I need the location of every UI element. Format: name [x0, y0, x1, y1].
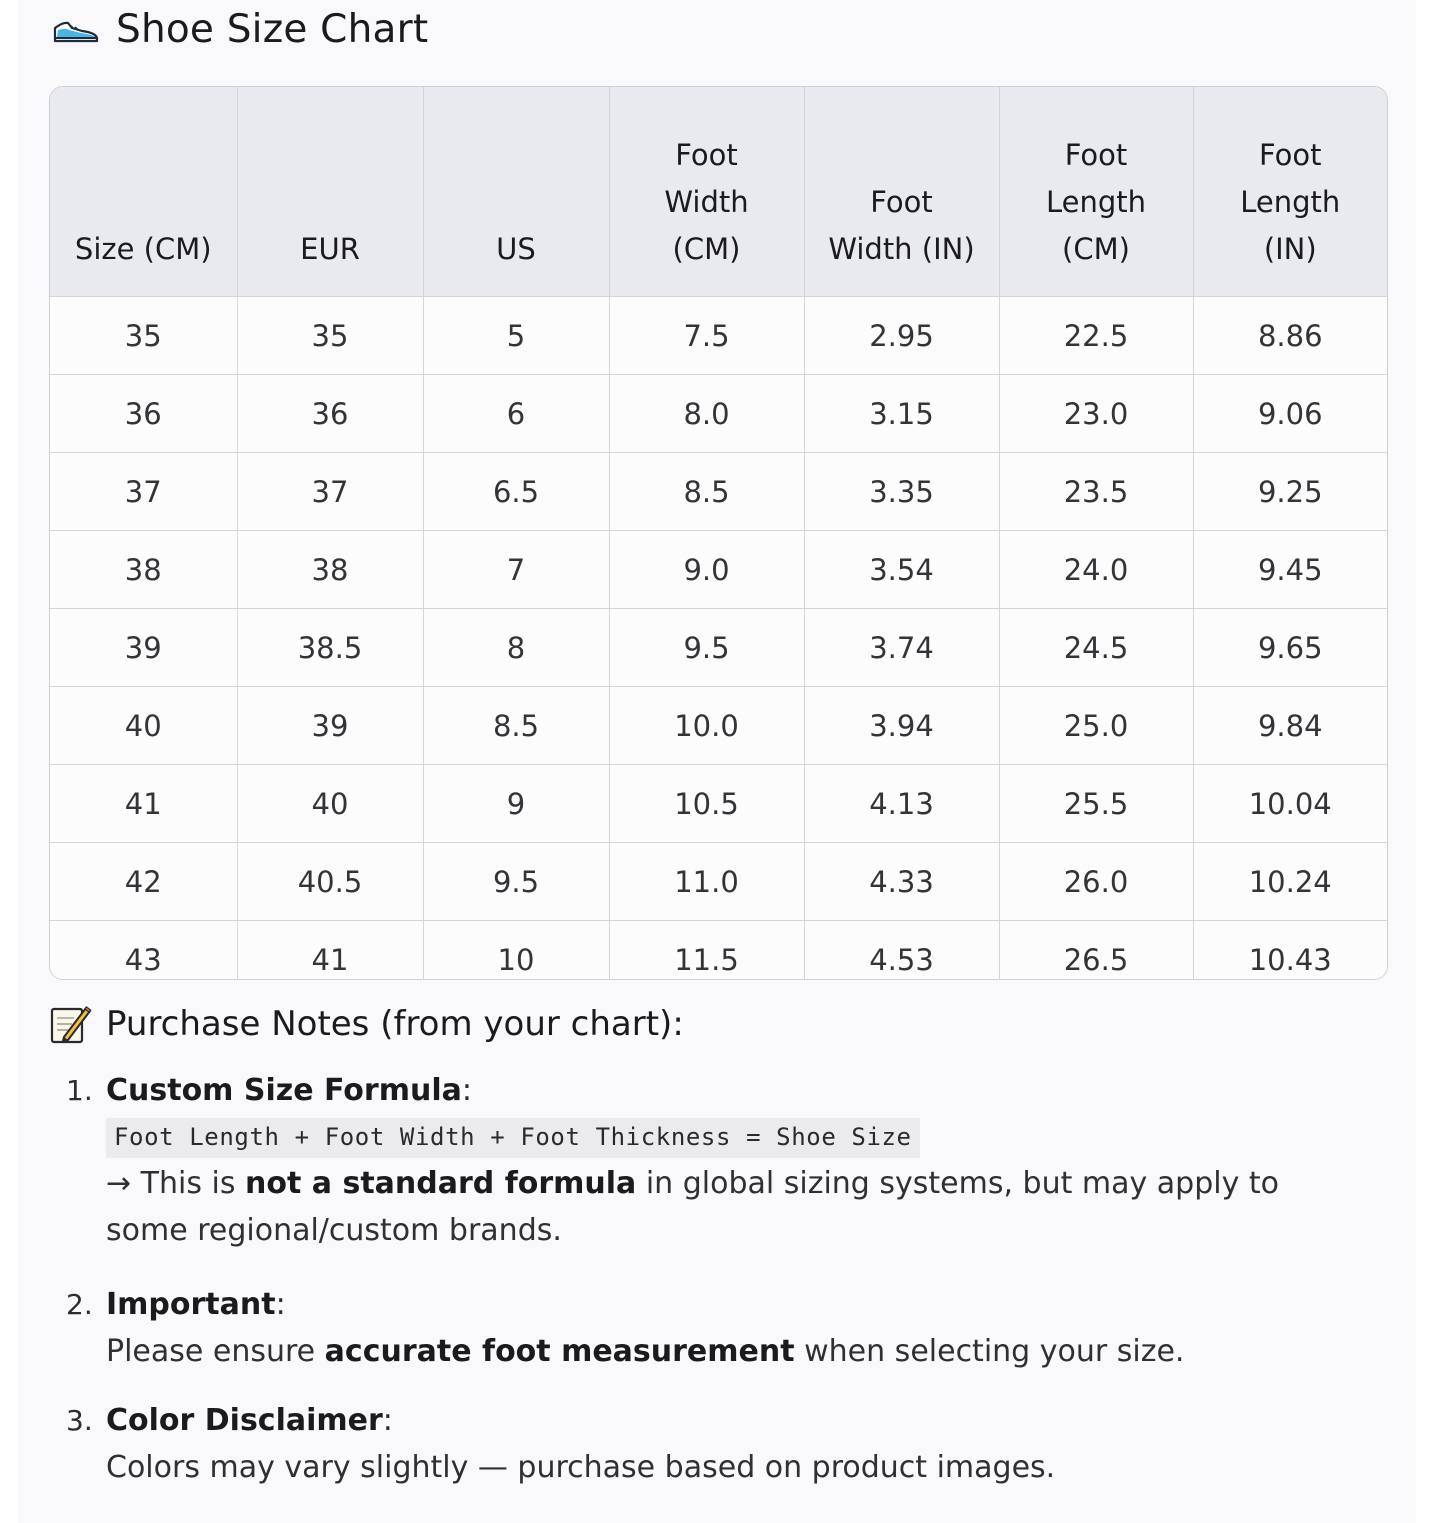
- table-cell: 6: [423, 375, 609, 453]
- table-cell: 8.5: [609, 453, 804, 531]
- table-cell: 10.0: [609, 687, 804, 765]
- header-foot-width-in: Foot Width (IN): [804, 87, 999, 297]
- table-cell: 3.35: [804, 453, 999, 531]
- note-colon: :: [382, 1403, 393, 1438]
- note-body: Colors may vary slightly — purchase based on product images.: [106, 1450, 1056, 1485]
- table-cell: 22.5: [999, 297, 1193, 375]
- table-cell: 26.0: [999, 843, 1193, 921]
- note-title: Important: [106, 1287, 276, 1322]
- table-cell: 4.13: [804, 765, 999, 843]
- table-cell: 8.0: [609, 375, 804, 453]
- table-cell: 10.04: [1193, 765, 1387, 843]
- table-row: [50, 375, 1387, 453]
- table-cell: 35: [50, 297, 237, 375]
- header-foot-length-cm: Foot Length (CM): [999, 87, 1193, 297]
- table-row: [50, 609, 1387, 687]
- table-cell: 37: [50, 453, 237, 531]
- header-foot-length-in: Foot Length (IN): [1193, 87, 1387, 297]
- running-shoe-icon: [52, 14, 100, 44]
- table-cell: 9.25: [1193, 453, 1387, 531]
- table-cell: 3.94: [804, 687, 999, 765]
- table-cell: 9.84: [1193, 687, 1387, 765]
- notes-heading: [50, 998, 684, 1050]
- table-header-row: [50, 87, 1387, 297]
- table-cell: 38: [50, 531, 237, 609]
- header-size-cm: Size (CM): [50, 87, 237, 297]
- header-foot-width-cm: Foot Width (CM): [609, 87, 804, 297]
- table-cell: 4.33: [804, 843, 999, 921]
- table-cell: 9.5: [609, 609, 804, 687]
- table-cell: 40.5: [237, 843, 423, 921]
- table-cell: 38.5: [237, 609, 423, 687]
- table-cell: 7.5: [609, 297, 804, 375]
- table-cell: 9.06: [1193, 375, 1387, 453]
- table-row: [50, 297, 1387, 375]
- page-title: [52, 4, 428, 54]
- table-cell: 10.24: [1193, 843, 1387, 921]
- table-cell: 25.0: [999, 687, 1193, 765]
- table-cell: 11.0: [609, 843, 804, 921]
- table-cell: 35: [237, 297, 423, 375]
- table-cell: 25.5: [999, 765, 1193, 843]
- table-cell: 42: [50, 843, 237, 921]
- table-row: [50, 453, 1387, 531]
- table-cell: 9.45: [1193, 531, 1387, 609]
- table-cell: 36: [237, 375, 423, 453]
- title-text: Shoe Size Chart: [116, 6, 429, 52]
- table-cell: 43: [50, 921, 237, 981]
- table-cell: 8.86: [1193, 297, 1387, 375]
- list-number: 3.: [66, 1404, 93, 1437]
- table-cell: 9: [423, 765, 609, 843]
- table-row: [50, 921, 1387, 981]
- table-cell: 37: [237, 453, 423, 531]
- table-cell: 26.5: [999, 921, 1193, 981]
- table-cell: 38: [237, 531, 423, 609]
- table-row: [50, 843, 1387, 921]
- table-row: [50, 687, 1387, 765]
- table-cell: 39: [50, 609, 237, 687]
- list-number: 1.: [66, 1074, 93, 1107]
- table-cell: 23.0: [999, 375, 1193, 453]
- table-row: [50, 765, 1387, 843]
- table-cell: 24.0: [999, 531, 1193, 609]
- table-cell: 3.74: [804, 609, 999, 687]
- memo-icon: [50, 1004, 92, 1044]
- formula-code: Foot Length + Foot Width + Foot Thickness = Shoe Size: [106, 1118, 920, 1158]
- page: [18, 0, 1416, 1523]
- table-cell: 24.5: [999, 609, 1193, 687]
- table-cell: 9.65: [1193, 609, 1387, 687]
- table-cell: 41: [237, 921, 423, 981]
- table-cell: 6.5: [423, 453, 609, 531]
- note-title: Color Disclaimer: [106, 1403, 383, 1438]
- table-cell: 8: [423, 609, 609, 687]
- note-body: → This is not a standard formula in global sizing systems, but may apply to some regional/custom brands.: [106, 1166, 1280, 1248]
- table-cell: 8.5: [423, 687, 609, 765]
- table-cell: 39: [237, 687, 423, 765]
- note-title: Custom Size Formula: [106, 1073, 462, 1108]
- table-cell: 10.5: [609, 765, 804, 843]
- table-cell: 23.5: [999, 453, 1193, 531]
- note-colon: :: [275, 1287, 286, 1322]
- table-cell: 7: [423, 531, 609, 609]
- header-eur: EUR: [237, 87, 423, 297]
- list-number: 2.: [66, 1288, 93, 1321]
- note-body: Please ensure accurate foot measurement when selecting your size.: [106, 1334, 1185, 1369]
- table-cell: 40: [237, 765, 423, 843]
- table-cell: 3.54: [804, 531, 999, 609]
- table-cell: 3.15: [804, 375, 999, 453]
- table-cell: 10: [423, 921, 609, 981]
- note-colon: :: [461, 1073, 472, 1108]
- note-item-3: [66, 1397, 1366, 1491]
- table-cell: 4.53: [804, 921, 999, 981]
- size-table: [50, 87, 1387, 980]
- table-cell: 41: [50, 765, 237, 843]
- table-cell: 40: [50, 687, 237, 765]
- table-row: [50, 531, 1387, 609]
- table-cell: 5: [423, 297, 609, 375]
- table-cell: 11.5: [609, 921, 804, 981]
- table-cell: 9.0: [609, 531, 804, 609]
- table-cell: 2.95: [804, 297, 999, 375]
- note-item-2: [66, 1281, 1366, 1375]
- note-item-1: [66, 1067, 1366, 1254]
- header-us: US: [423, 87, 609, 297]
- table-cell: 9.5: [423, 843, 609, 921]
- size-table-container: [49, 86, 1388, 980]
- table-cell: 36: [50, 375, 237, 453]
- notes-title: Purchase Notes (from your chart):: [106, 1004, 684, 1044]
- table-cell: 10.43: [1193, 921, 1387, 981]
